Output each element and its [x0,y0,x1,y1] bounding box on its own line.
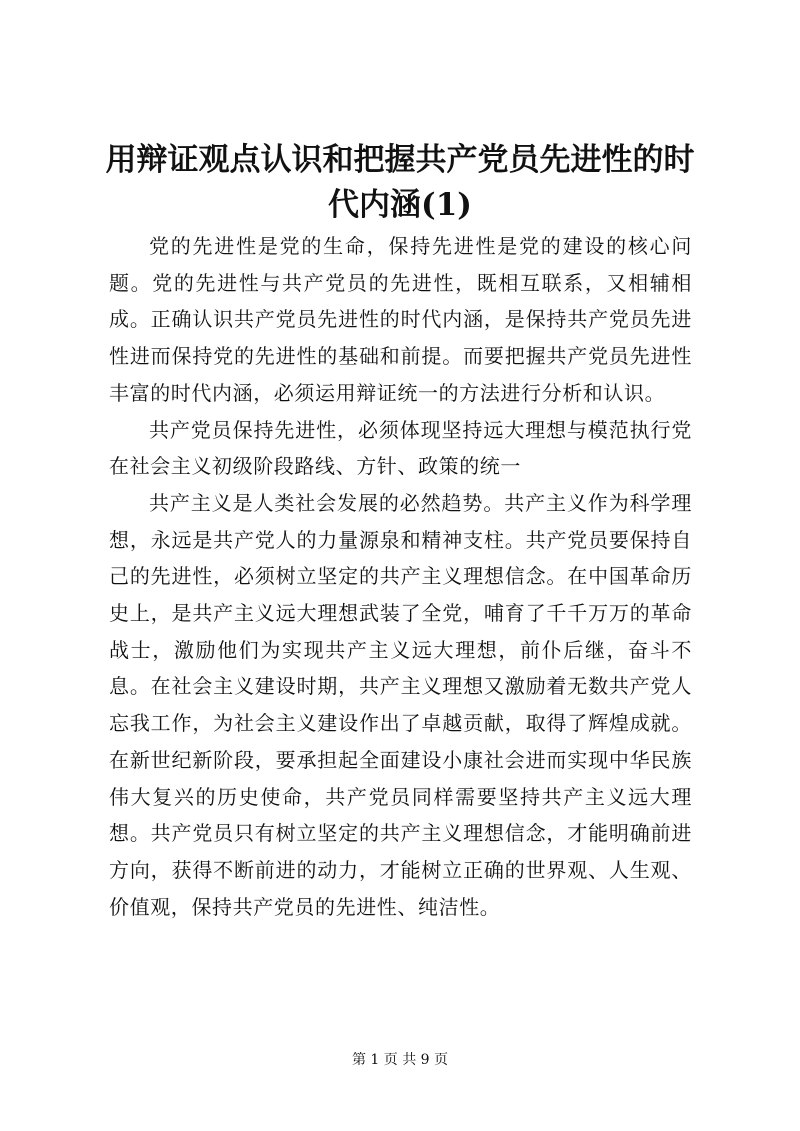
paragraph-3: 共产主义是人类社会发展的必然趋势。共产主义作为科学理想，永远是共产党人的力量源泉和精神支柱。共产党员要保持自己的先进性，必须树立坚定的共产主义理想信念。在中国革命历史上，是共产主义远大理想武装了全党，哺育了千千万万的革命战士，激励他们为实现共产主义远大理想，前仆后继，奋斗不息。在社会主义建设时期，共产主义理想又激励着无数共产党人忘我工作，为社会主义建设作出了卓越贡献，取得了辉煌成就。在新世纪新阶段，要承担起全面建设小康社会进而实现中华民族伟大复兴的历史使命，共产党员同样需要坚持共产主义远大理想。共产党员只有树立坚定的共产主义理想信念，才能明确前进方向，获得不断前进的动力，才能树立正确的世界观、人生观、价值观，保持共产党员的先进性、纯洁性。 [109,490,692,919]
paragraph-2: 共产党员保持先进性，必须体现坚持远大理想与模范执行党在社会主义初级阶段路线、方针、政策的统一 [109,417,692,479]
document-body [109,228,692,925]
document-title: 用辩证观点认识和把握共产党员先进性的时代内涵(1) [105,142,695,223]
paragraph-1: 党的先进性是党的生命，保持先进性是党的建设的核心问题。党的先进性与共产党员的先进性，既相互联系，又相辅相成。正确认识共产党员先进性的时代内涵，是保持共产党员先进性进而保持党的先进性的基础和前提。而要把握共产党员先进性丰富的时代内涵，必须运用辩证统一的方法进行分析和认识。 [109,234,692,405]
page-footer: 第 1 页 共 9 页 [351,1052,449,1068]
